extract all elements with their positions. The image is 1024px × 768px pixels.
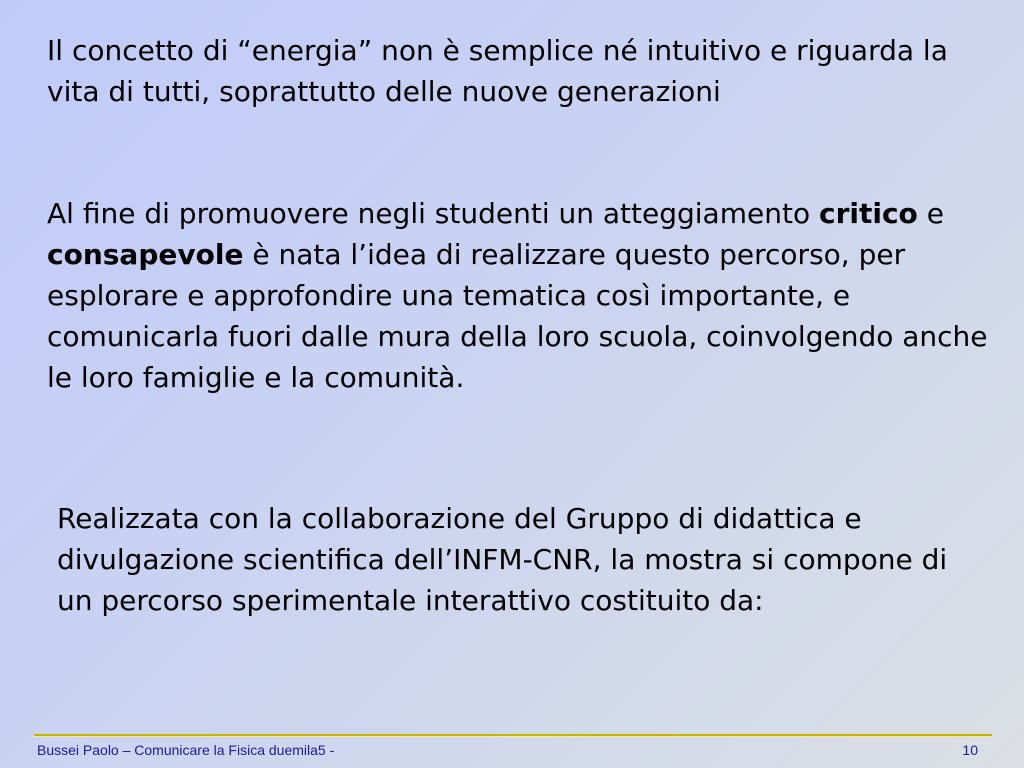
purpose-text-3: è nata l’idea di realizzare questo percorso, per esplorare e approfondire una tematica così importante, e comunicarla fuori dalle mura della loro scuola, coinvolgendo anche le loro famiglie e la comunità. xyxy=(47,238,988,394)
bold-consapevole: consapevole xyxy=(47,238,244,271)
footer-divider xyxy=(34,734,992,736)
slide-page-number: 10 xyxy=(962,742,978,758)
collaboration-paragraph: Realizzata con la collaborazione del Gruppo di didattica e divulgazione scientifica dell’INFM-CNR, la mostra si compone di un percorso sperimentale interattivo costituito da: xyxy=(57,502,948,617)
purpose-text-1: Al fine di promuovere negli studenti un atteggiamento xyxy=(47,197,819,230)
purpose-text-2: e xyxy=(917,197,944,230)
bold-critico: critico xyxy=(818,197,918,230)
footer-author-title: Bussei Paolo – Comunicare la Fisica duemila5 - xyxy=(37,742,335,758)
intro-paragraph: Il concetto di “energia” non è semplice né intuitivo e riguarda la vita di tutti, soprattutto delle nuove generazioni xyxy=(47,34,948,108)
purpose-paragraph xyxy=(47,193,997,398)
